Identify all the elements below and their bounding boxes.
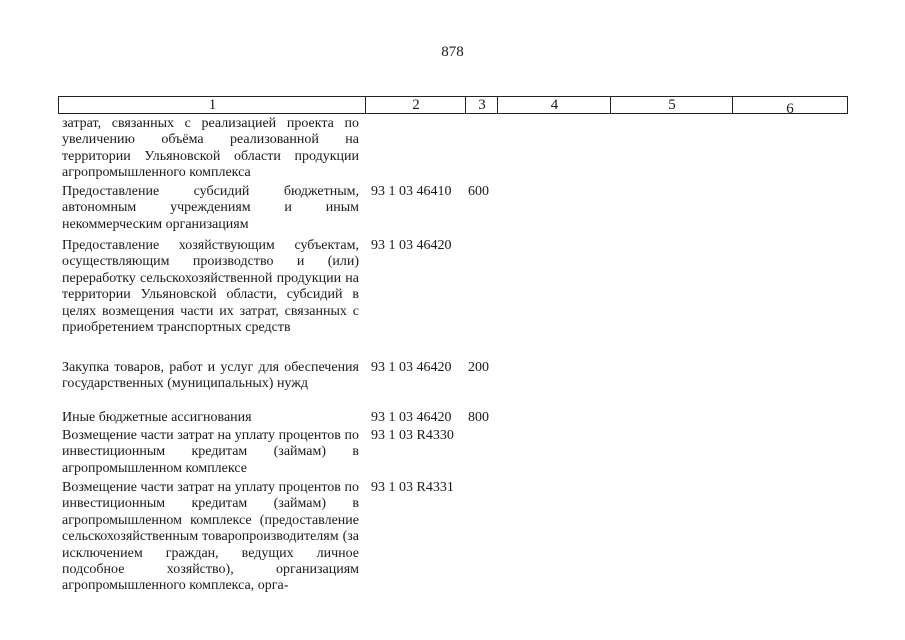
row-code: 93 1 03 46420 bbox=[371, 410, 452, 425]
page-number: 878 bbox=[441, 44, 464, 60]
column-header-4: 4 bbox=[497, 96, 611, 114]
column-header-1: 1 bbox=[58, 96, 366, 114]
row-code: 93 1 03 46420 bbox=[371, 360, 452, 375]
row-description: Возмещение части затрат на уплату процентов по инвестиционным кредитам (займам) в агропромышленном комплексе (предоставление сельскохозяйственным товаропроизводителям (за исключением граждан, ведущих личное подсобное хозяйство), организациям агропромышленного комплекса, орга- bbox=[62, 480, 359, 594]
row-expense-type: 800 bbox=[468, 410, 489, 425]
row-code: 93 1 03 R4330 bbox=[371, 428, 454, 443]
row-description: затрат, связанных с реализацией проекта по увеличению объёма реализованной на территории Ульяновской области продукции агропромышленного комплекса bbox=[62, 116, 359, 181]
row-description: Иные бюджетные ассигнования bbox=[62, 410, 252, 425]
column-header-2: 2 bbox=[365, 96, 466, 114]
row-description: Предоставление хозяйствующим субъектам, осуществляющим производство и (или) переработку сельскохозяйственной продукции на территории Ульяновской области, субсидий в целях возмещения части их затрат, связанных с приобретением транспортных средств bbox=[62, 238, 359, 336]
row-expense-type: 200 bbox=[468, 360, 489, 375]
column-header-6: 6 bbox=[732, 96, 848, 114]
row-expense-type: 600 bbox=[468, 184, 489, 199]
row-code: 93 1 03 46420 bbox=[371, 238, 452, 253]
column-header-3: 3 bbox=[465, 96, 498, 114]
row-description: Возмещение части затрат на уплату процентов по инвестиционным кредитам (займам) в агропромышленном комплексе bbox=[62, 428, 359, 476]
table-header-row bbox=[58, 96, 846, 117]
row-code: 93 1 03 R4331 bbox=[371, 480, 454, 495]
row-description: Предоставление субсидий бюджетным, автономным учреждениям и иным некоммерческим организациям bbox=[62, 184, 359, 232]
row-description: Закупка товаров, работ и услуг для обеспечения государственных (муниципальных) нужд bbox=[62, 360, 359, 392]
row-code: 93 1 03 46410 bbox=[371, 184, 452, 199]
column-header-5: 5 bbox=[610, 96, 733, 114]
